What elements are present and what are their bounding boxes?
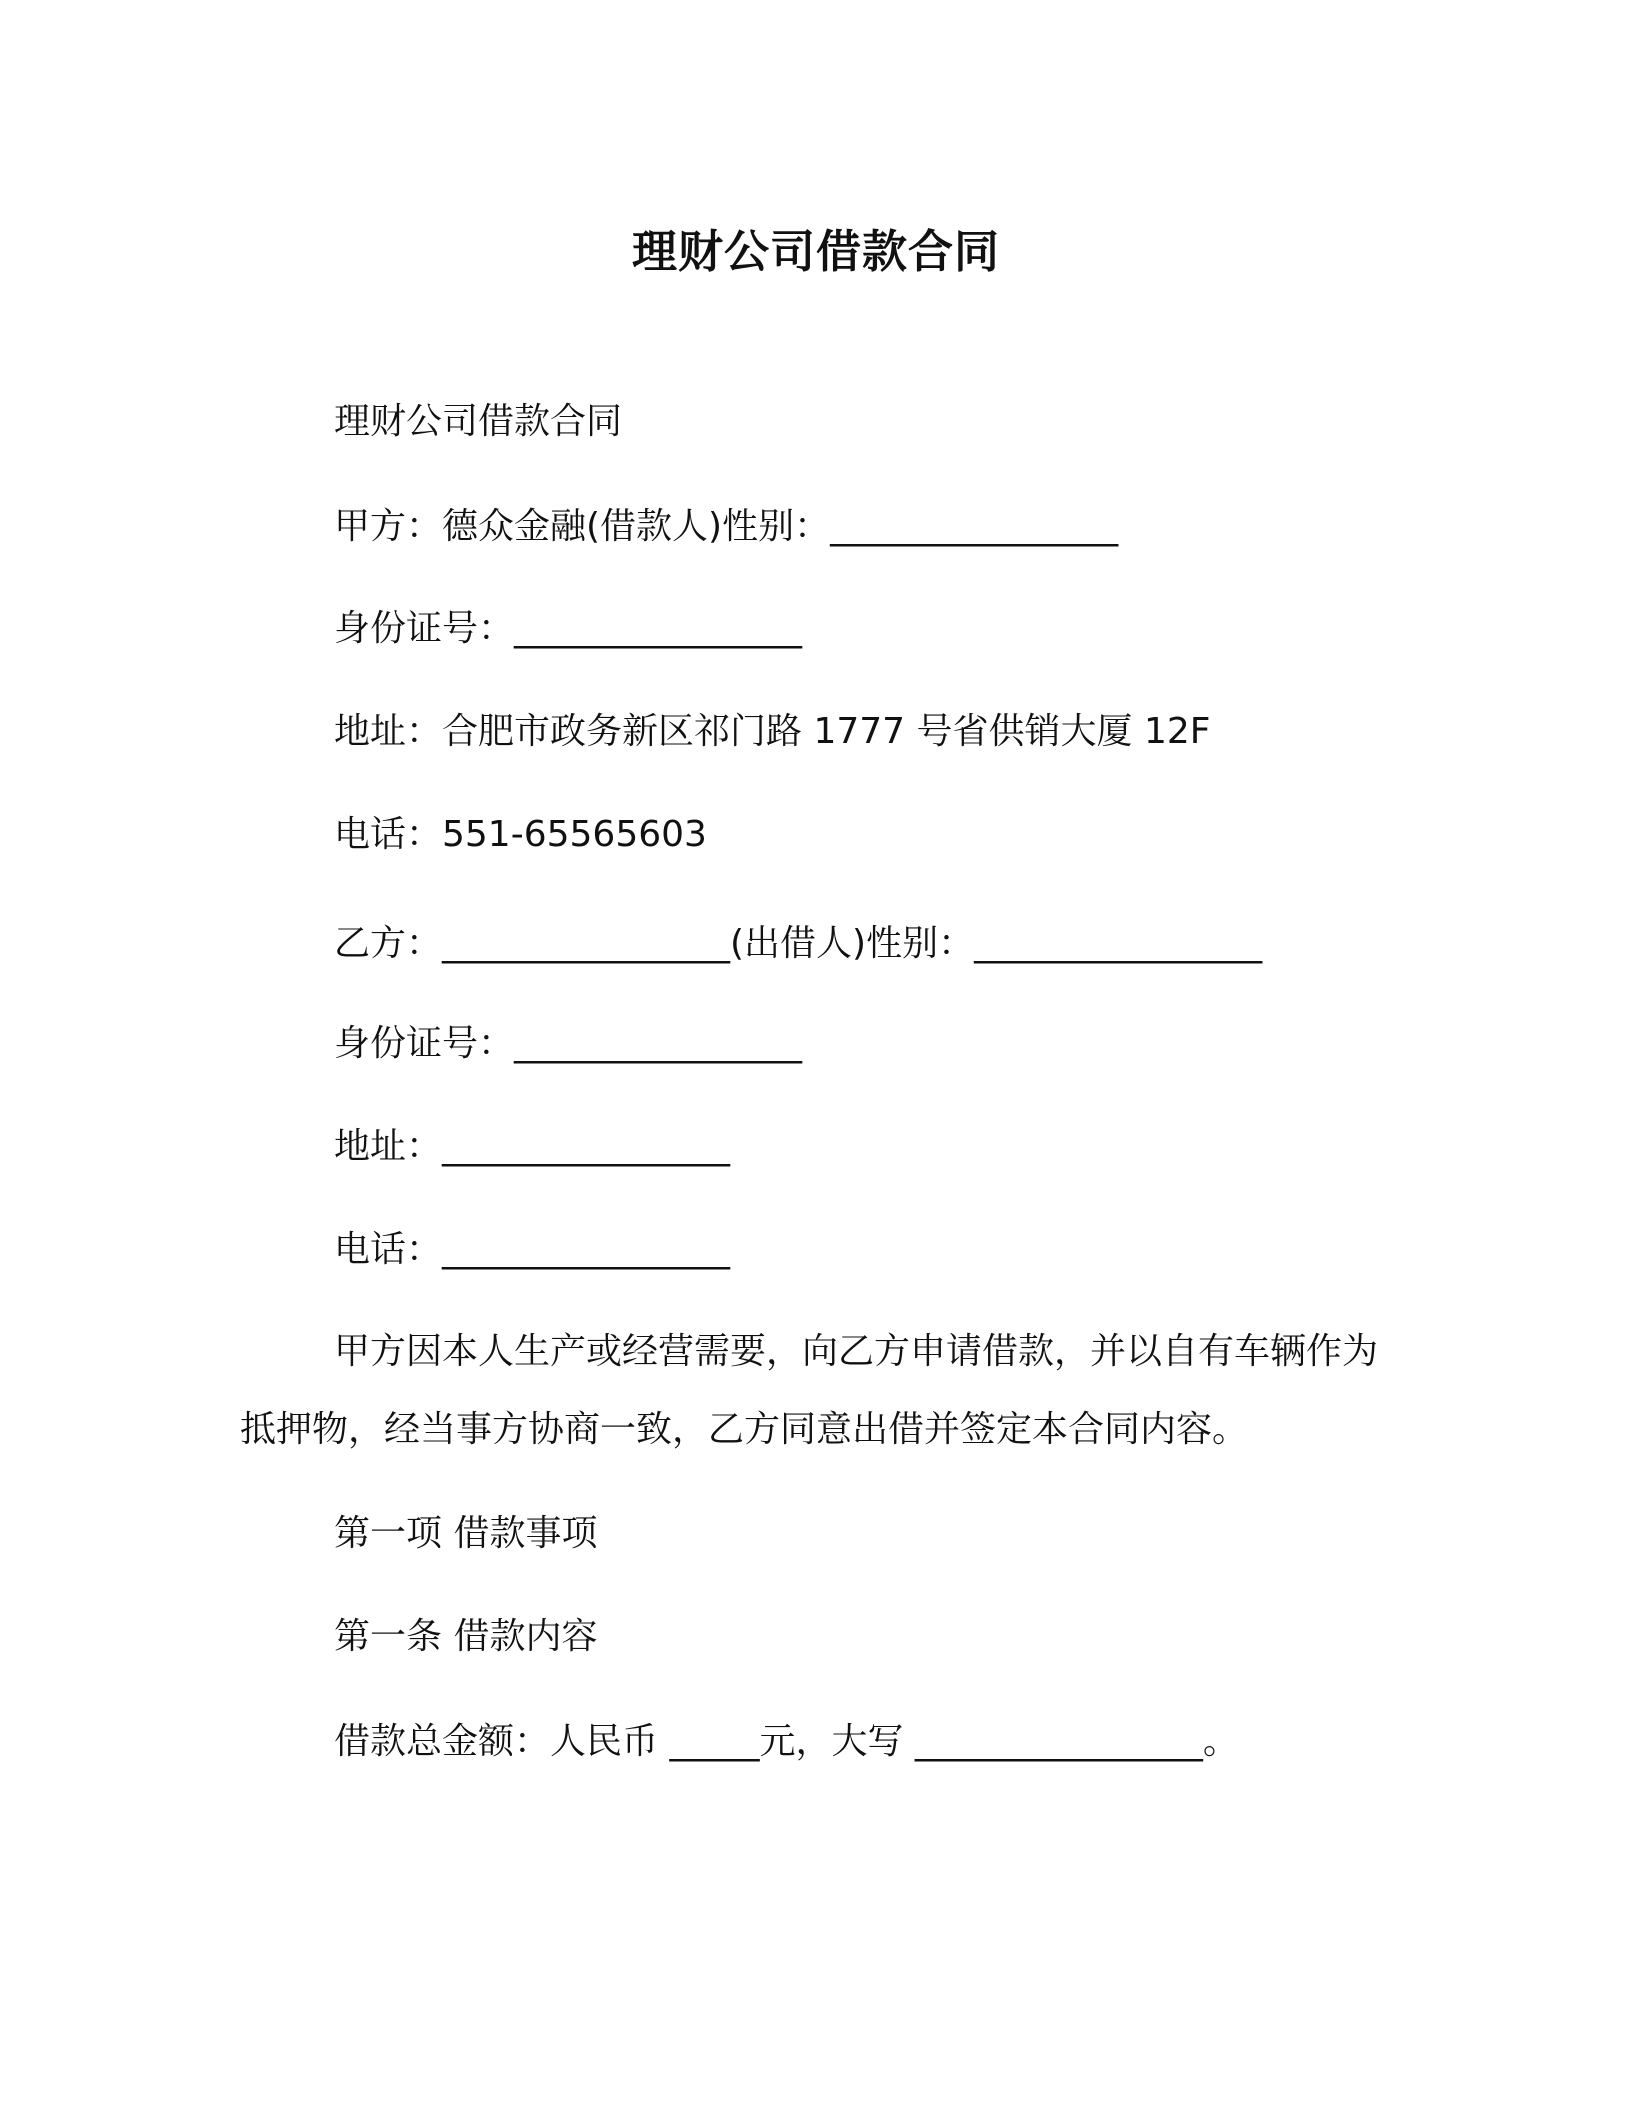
loan-amount-line: 借款总金额：人民币 _____元，大写 ________________。 xyxy=(334,1721,1239,1762)
party-a-line: 甲方：德众金融(借款人)性别：________________ xyxy=(334,506,1119,547)
party-b-id: 身份证号：________________ xyxy=(334,1023,803,1064)
article-heading: 第一条 借款内容 xyxy=(334,1616,598,1657)
document-title: 理财公司借款合同 xyxy=(631,225,1000,278)
party-b-line: 乙方：________________(出借人)性别：________________ xyxy=(334,923,1263,964)
party-b-address: 地址：________________ xyxy=(334,1126,731,1167)
intro-paragraph: 甲方因本人生产或经营需要，向乙方申请借款，并以自有车辆作为抵押物，经当事方协商一致，乙方同意出借并签定本合同内容。 xyxy=(240,1331,1379,1450)
party-a-id: 身份证号：________________ xyxy=(334,608,803,649)
party-b-phone: 电话：________________ xyxy=(334,1229,731,1270)
party-a-address: 地址：合肥市政务新区祁门路 1777 号省供销大厦 12F xyxy=(334,711,1211,752)
section-heading: 第一项 借款事项 xyxy=(334,1513,598,1554)
party-a-phone: 电话：551-65565603 xyxy=(334,814,707,855)
document-subtitle: 理财公司借款合同 xyxy=(334,401,623,442)
